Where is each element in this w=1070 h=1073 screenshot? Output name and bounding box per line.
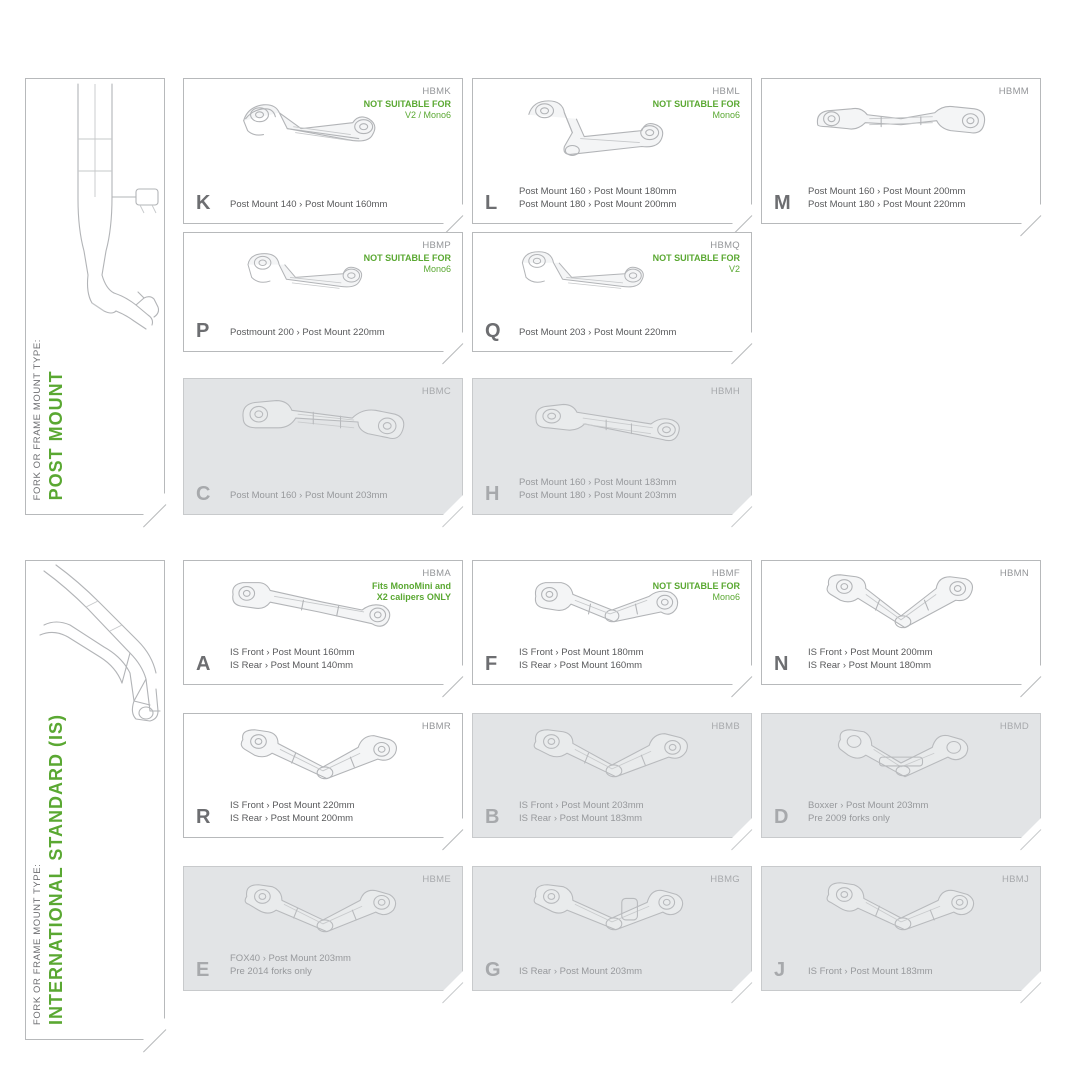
card-description [519, 186, 676, 212]
adapter-illustration [473, 873, 751, 949]
card-note-sub: Mono6 [712, 592, 740, 603]
card-HBME[interactable] [183, 866, 463, 991]
card-description [808, 966, 933, 979]
card-corner-cut [443, 495, 463, 515]
card-corner-cut [732, 818, 752, 838]
card-desc-line1: IS Front › Post Mount 203mm [519, 800, 644, 812]
card-code: HBMN [999, 568, 1029, 579]
post-mount-side-panel [25, 78, 165, 515]
card-HBMB[interactable] [472, 713, 752, 838]
card-letter: R [196, 806, 211, 828]
panel-corner-cut [143, 493, 165, 515]
section-post-mount [0, 60, 1070, 530]
card-note-head: NOT SUITABLE FOR [652, 99, 740, 109]
card-note-sub: Mono6 [423, 264, 451, 275]
post-mount-caption-small: FORK OR FRAME MOUNT TYPE: [32, 338, 43, 500]
adapter-illustration [473, 567, 751, 643]
card-description [230, 953, 351, 979]
card-desc-line1: IS Front › Post Mount 160mm [230, 647, 355, 659]
card-letter: D [774, 806, 789, 828]
card-description [808, 186, 965, 212]
card-code: HBMJ [1001, 874, 1029, 885]
card-description [230, 327, 385, 340]
card-corner-cut [732, 332, 752, 352]
card-note-sub: V2 [728, 264, 740, 275]
card-desc-line2: Pre 2009 forks only [808, 813, 890, 825]
adapter-illustration [762, 567, 1040, 643]
card-description [519, 966, 642, 979]
card-desc-line1: Post Mount 160 › Post Mount 183mm [519, 477, 677, 489]
card-note-head: NOT SUITABLE FOR [652, 581, 740, 591]
card-letter: A [196, 653, 211, 675]
card-description [230, 647, 355, 673]
is-caption [32, 714, 66, 1025]
card-description [519, 800, 644, 826]
adapter-illustration [184, 385, 462, 469]
card-note-sub: Mono6 [712, 110, 740, 121]
adapter-illustration [184, 567, 462, 643]
card-desc-line1: Post Mount 160 › Post Mount 200mm [808, 186, 966, 198]
post-mount-caption [32, 339, 66, 500]
card-note-head: NOT SUITABLE FOR [363, 99, 451, 109]
adapter-illustration [473, 385, 751, 469]
card-note-head: NOT SUITABLE FOR [363, 253, 451, 263]
card-letter: G [485, 959, 501, 981]
card-HBMJ[interactable] [761, 866, 1041, 991]
card-corner-cut [732, 971, 752, 991]
card-desc-line1: Boxxer › Post Mount 203mm [808, 800, 929, 812]
card-code: HBMD [999, 721, 1029, 732]
is-caption-big: INTERNATIONAL STANDARD (IS) [46, 714, 66, 1025]
card-desc-line2: Post Mount 180 › Post Mount 220mm [808, 199, 966, 211]
card-letter: N [774, 653, 789, 675]
card-HBMF[interactable] [472, 560, 752, 685]
card-code: HBMH [710, 386, 740, 397]
card-corner-cut [443, 971, 463, 991]
card-letter: M [774, 192, 791, 214]
card-HBMN[interactable] [761, 560, 1041, 685]
card-letter: J [774, 959, 786, 981]
card-desc-line1: Post Mount 160 › Post Mount 180mm [519, 186, 677, 198]
card-note-sub: V2 / Mono6 [404, 110, 451, 121]
card-corner-cut [1021, 818, 1041, 838]
card-HBMP[interactable] [183, 232, 463, 352]
card-desc-line2: Post Mount 180 › Post Mount 200mm [519, 199, 677, 211]
section-international-standard [0, 545, 1070, 1045]
card-code: HBMC [421, 386, 451, 397]
card-HBMH[interactable] [472, 378, 752, 515]
card-note [653, 581, 740, 604]
card-corner-cut [732, 495, 752, 515]
card-desc-line1: IS Rear › Post Mount 203mm [519, 966, 643, 978]
card-description [808, 647, 933, 673]
card-desc-line2: IS Rear › Post Mount 183mm [519, 813, 643, 825]
card-note [372, 581, 451, 604]
card-code: HBMQ [710, 240, 740, 251]
card-HBMD[interactable] [761, 713, 1041, 838]
fork-illustration [26, 79, 166, 339]
card-desc-line1: Postmount 200 › Post Mount 220mm [230, 327, 385, 339]
card-description [519, 477, 676, 503]
card-note-head: Fits MonoMini and [372, 581, 451, 591]
card-desc-line1: IS Front › Post Mount 220mm [230, 800, 355, 812]
card-corner-cut [732, 204, 752, 224]
card-desc-line1: IS Front › Post Mount 180mm [519, 647, 644, 659]
card-letter: L [485, 192, 498, 214]
card-code: HBMK [422, 86, 451, 97]
card-HBML[interactable] [472, 78, 752, 224]
card-description [230, 199, 387, 212]
card-description [519, 327, 676, 340]
card-code: HBME [422, 874, 451, 885]
card-desc-line2: IS Rear › Post Mount 160mm [519, 660, 643, 672]
card-letter: C [196, 483, 211, 505]
card-desc-line1: IS Front › Post Mount 200mm [808, 647, 933, 659]
card-letter: Q [485, 320, 501, 342]
panel-corner-cut [143, 1018, 165, 1040]
card-note [653, 99, 740, 122]
card-HBMC[interactable] [183, 378, 463, 515]
card-desc-line2: Post Mount 180 › Post Mount 203mm [519, 490, 677, 502]
card-note [653, 253, 740, 276]
card-letter: K [196, 192, 211, 214]
card-code: HBML [712, 86, 740, 97]
card-HBMK[interactable] [183, 78, 463, 224]
card-description [519, 647, 644, 673]
card-desc-line1: Post Mount 140 › Post Mount 160mm [230, 199, 388, 211]
adapter-illustration [762, 85, 1040, 174]
card-description [230, 490, 387, 503]
card-corner-cut [443, 332, 463, 352]
card-desc-line2: IS Rear › Post Mount 200mm [230, 813, 354, 825]
card-desc-line1: IS Front › Post Mount 183mm [808, 966, 933, 978]
adapter-illustration [473, 720, 751, 796]
card-letter: P [196, 320, 210, 342]
adapter-illustration [184, 873, 462, 949]
card-note [364, 253, 451, 276]
card-code: HBMM [998, 86, 1029, 97]
card-HBMA[interactable] [183, 560, 463, 685]
adapter-illustration [184, 239, 462, 312]
adapter-illustration [184, 720, 462, 796]
card-code: HBMB [711, 721, 740, 732]
card-corner-cut [443, 818, 463, 838]
post-mount-caption-big: POST MOUNT [46, 370, 66, 500]
card-corner-cut [1021, 665, 1041, 685]
card-letter: H [485, 483, 500, 505]
card-code: HBMG [710, 874, 740, 885]
card-description [230, 800, 355, 826]
card-code: HBMF [711, 568, 740, 579]
card-desc-line2: Pre 2014 forks only [230, 966, 312, 978]
adapter-illustration [473, 239, 751, 312]
is-caption-small: FORK OR FRAME MOUNT TYPE: [32, 863, 43, 1025]
adapter-illustration [762, 873, 1040, 949]
card-desc-line2: IS Rear › Post Mount 180mm [808, 660, 932, 672]
card-HBMR[interactable] [183, 713, 463, 838]
card-code: HBMP [422, 240, 451, 251]
card-letter: E [196, 959, 210, 981]
card-corner-cut [443, 204, 463, 224]
card-code: HBMA [422, 568, 451, 579]
card-HBMG[interactable] [472, 866, 752, 991]
card-desc-line1: Post Mount 203 › Post Mount 220mm [519, 327, 677, 339]
adapter-illustration [762, 720, 1040, 796]
card-description [808, 800, 928, 826]
card-corner-cut [1021, 971, 1041, 991]
card-HBMM[interactable] [761, 78, 1041, 224]
card-note-sub: X2 calipers ONLY [376, 592, 451, 603]
card-HBMQ[interactable] [472, 232, 752, 352]
card-desc-line1: Post Mount 160 › Post Mount 203mm [230, 490, 388, 502]
card-note [364, 99, 451, 122]
card-desc-line2: IS Rear › Post Mount 140mm [230, 660, 354, 672]
card-corner-cut [732, 665, 752, 685]
card-corner-cut [443, 665, 463, 685]
card-code: HBMR [421, 721, 451, 732]
card-corner-cut [1021, 204, 1041, 224]
card-note-head: NOT SUITABLE FOR [652, 253, 740, 263]
card-letter: F [485, 653, 498, 675]
card-letter: B [485, 806, 500, 828]
card-desc-line1: FOX40 › Post Mount 203mm [230, 953, 351, 965]
is-side-panel [25, 560, 165, 1040]
